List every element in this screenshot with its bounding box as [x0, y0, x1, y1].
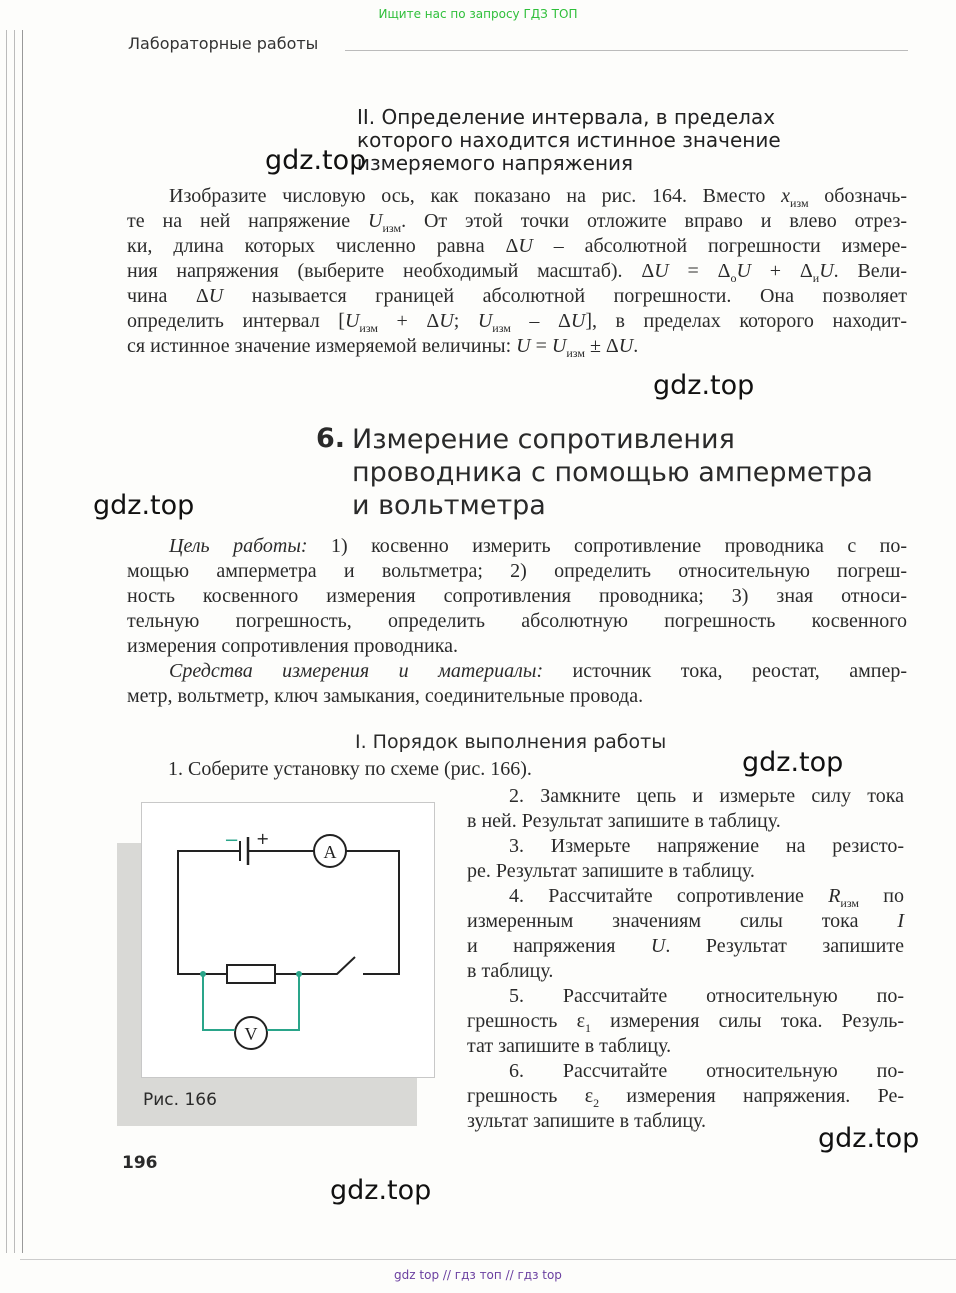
- text-line: [467, 1034, 904, 1059]
- italic-text: U: [439, 310, 454, 332]
- italic-text: U: [518, 235, 533, 257]
- text: измерения сопротивления проводника.: [127, 635, 459, 657]
- switch-icon: [275, 957, 355, 974]
- text: ность косвенного измерения сопротивления проводника; 3) зная относи-: [127, 585, 907, 607]
- italic-text: U: [570, 310, 586, 332]
- italic-text: U: [344, 310, 360, 332]
- italic-text: R: [828, 885, 841, 907]
- text-line: [467, 784, 904, 809]
- work-number: 6.: [316, 423, 346, 454]
- watermark: gdz.top: [330, 1175, 432, 1206]
- text-line: [127, 184, 907, 209]
- italic-text: U: [650, 935, 666, 957]
- text: ки, длина которых численно равна Δ: [127, 235, 519, 257]
- watermark: gdz.top: [818, 1123, 920, 1154]
- wire: [346, 851, 399, 974]
- italic-text: U: [819, 260, 834, 282]
- subscript: 1: [584, 1021, 591, 1035]
- text: мощью амперметра и вольтметра; 2) определить относительную погреш-: [127, 560, 907, 582]
- text: и напряжения: [467, 935, 651, 957]
- text: в таблицу.: [467, 960, 554, 982]
- italic-text: U: [736, 260, 751, 282]
- text: =: [530, 335, 552, 357]
- text-line: [127, 684, 907, 709]
- text: 4. Рассчитайте сопротивление: [509, 885, 829, 907]
- page-edge: [22, 30, 23, 1253]
- running-header: Лабораторные работы: [128, 34, 319, 53]
- text: 5. Рассчитайте относительную по-: [509, 985, 904, 1007]
- text: ], в пределах которого находит-: [585, 310, 908, 332]
- text-line: [127, 334, 907, 359]
- text-line: [127, 659, 907, 684]
- italic-text: x: [781, 185, 790, 207]
- text: в ней. Результат запишите в таблицу.: [467, 810, 781, 832]
- text-line: [467, 859, 904, 884]
- text: грешность ε: [467, 1085, 594, 1107]
- heading-line: II. Определение интервала, в пределах: [357, 105, 776, 129]
- italic-text: U: [551, 335, 567, 357]
- heading-line: и вольтметра: [352, 490, 546, 521]
- text-line: [467, 809, 904, 834]
- text: 6. Рассчитайте относительную по-: [509, 1060, 904, 1082]
- subscript: изм: [492, 321, 511, 335]
- text-line: [467, 934, 904, 959]
- voltmeter-label: V: [244, 1024, 258, 1044]
- text: метр, вольтметр, ключ замыкания, соединительные провода.: [127, 685, 644, 707]
- junction-dot: [200, 971, 206, 977]
- text: . Результат запишите: [665, 935, 904, 957]
- section-heading: [357, 106, 781, 175]
- subscript: 2: [593, 1096, 600, 1110]
- text: .: [633, 335, 639, 357]
- page-number: 196: [122, 1153, 158, 1173]
- text: зультат запишите в таблицу.: [467, 1110, 707, 1132]
- text: 3. Измерьте напряжение на резисто-: [509, 835, 904, 857]
- heading-line: Измерение сопротивления: [352, 424, 735, 455]
- bottom-banner[interactable]: gdz top // гдз топ // гдз top: [394, 1268, 562, 1282]
- text-line: [467, 1059, 904, 1084]
- text: тельную погрешность, определить абсолютную погрешность косвенного: [127, 610, 907, 632]
- text: называется границей абсолютной погрешности. Она позволяет: [223, 285, 908, 307]
- heading-line: которого находится истинное значение: [357, 128, 781, 152]
- watermark: gdz.top: [93, 490, 195, 521]
- page-bottom-edge: [20, 1259, 956, 1260]
- text-line: [467, 1009, 904, 1034]
- text-line: [467, 959, 904, 984]
- subscript: о: [730, 271, 737, 285]
- text: . От этой точки отложите вправо и влево отрез-: [401, 210, 908, 232]
- circuit-diagram: [142, 803, 434, 1077]
- resistor-icon: [227, 965, 275, 983]
- text-line: [467, 1084, 904, 1109]
- subscript: изм: [359, 321, 378, 335]
- plus-sign: +: [256, 829, 270, 848]
- text: Изобразите числовую ось, как показано на рис. 164. Вместо: [169, 185, 782, 207]
- subscript: изм: [382, 221, 402, 235]
- text: тат запишите в таблицу.: [467, 1035, 672, 1057]
- italic-text: U: [516, 335, 531, 357]
- watermark: gdz.top: [653, 370, 755, 401]
- text: ся истинное значение измеряемой величины:: [127, 335, 517, 357]
- text: – абсолютной погрешности измере-: [532, 235, 907, 257]
- text-line: [127, 309, 907, 334]
- italic-text: U: [477, 310, 493, 332]
- text-line: [127, 609, 907, 634]
- text: обозначь-: [808, 185, 908, 207]
- italic-text: I: [897, 910, 904, 932]
- text: ± Δ: [584, 335, 619, 357]
- text-line: [127, 534, 907, 559]
- watermark: gdz.top: [742, 747, 844, 778]
- italic-text: Цель работы:: [169, 535, 308, 557]
- top-banner[interactable]: Ищите нас по запросу ГДЗ ТОП: [378, 7, 578, 21]
- text: грешность ε: [467, 1010, 585, 1032]
- text-line: [127, 234, 907, 259]
- text: измерения напряжения. Ре-: [599, 1085, 904, 1107]
- ammeter-label: A: [323, 842, 337, 862]
- goal-paragraph: [127, 534, 907, 659]
- text-line: [127, 284, 907, 309]
- text: = Δ: [668, 260, 731, 282]
- text: источник тока, реостат, ампер-: [543, 660, 907, 682]
- text: чина Δ: [127, 285, 209, 307]
- text-line: [467, 909, 904, 934]
- text-line: [127, 209, 907, 234]
- wire: [178, 851, 240, 974]
- junction-dot: [296, 971, 302, 977]
- page-edge: [14, 30, 15, 1253]
- heading-line: измеряемого напряжения: [357, 151, 634, 175]
- figure-caption: Рис. 166: [143, 1090, 217, 1110]
- text: + Δ: [750, 260, 813, 282]
- procedure-heading: I. Порядок выполнения работы: [355, 731, 667, 753]
- text-line: [127, 259, 907, 284]
- text-line: [127, 559, 907, 584]
- text: 2. Замкните цепь и измерьте силу тока: [509, 785, 904, 807]
- page-edge: [6, 30, 7, 1253]
- steps-list: [467, 784, 904, 1134]
- text: измеренным значениям силы тока: [467, 910, 898, 932]
- text: измерения силы тока. Резуль-: [590, 1010, 904, 1032]
- text: – Δ: [510, 310, 571, 332]
- text-line: [467, 984, 904, 1009]
- italic-text: U: [368, 210, 383, 232]
- text: 1) косвенно измерить сопротивление проводника с по-: [307, 535, 907, 557]
- minus-sign: −: [224, 830, 240, 851]
- heading-line: проводника с помощью амперметра: [352, 457, 873, 488]
- header-rule: [345, 50, 908, 51]
- text-line: [467, 884, 904, 909]
- italic-text: U: [654, 260, 669, 282]
- subscript: и: [812, 271, 820, 285]
- figure-166: [141, 802, 435, 1078]
- text: определить интервал [: [127, 310, 345, 332]
- text-line: [127, 634, 907, 659]
- step-1: 1. Соберите установку по схеме (рис. 166).: [168, 758, 532, 780]
- italic-text: Средства измерения и материалы:: [169, 660, 544, 682]
- text: ;: [453, 310, 478, 332]
- text-line: [467, 834, 904, 859]
- paragraph-interval: [127, 184, 907, 359]
- italic-text: U: [618, 335, 634, 357]
- text: ре. Результат запишите в таблицу.: [467, 860, 755, 882]
- text: + Δ: [377, 310, 440, 332]
- work-title: [352, 423, 873, 522]
- text: ния напряжения (выберите необходимый масштаб). Δ: [127, 260, 655, 282]
- italic-text: U: [208, 285, 224, 307]
- subscript: изм: [566, 346, 585, 360]
- text: по: [859, 885, 904, 907]
- materials-paragraph: [127, 659, 907, 709]
- watermark: gdz.top: [265, 145, 367, 176]
- text-line: [127, 584, 907, 609]
- text: те на ней напряжение: [127, 210, 369, 232]
- subscript: изм: [840, 896, 860, 910]
- subscript: изм: [790, 196, 809, 210]
- text: . Вели-: [833, 260, 908, 282]
